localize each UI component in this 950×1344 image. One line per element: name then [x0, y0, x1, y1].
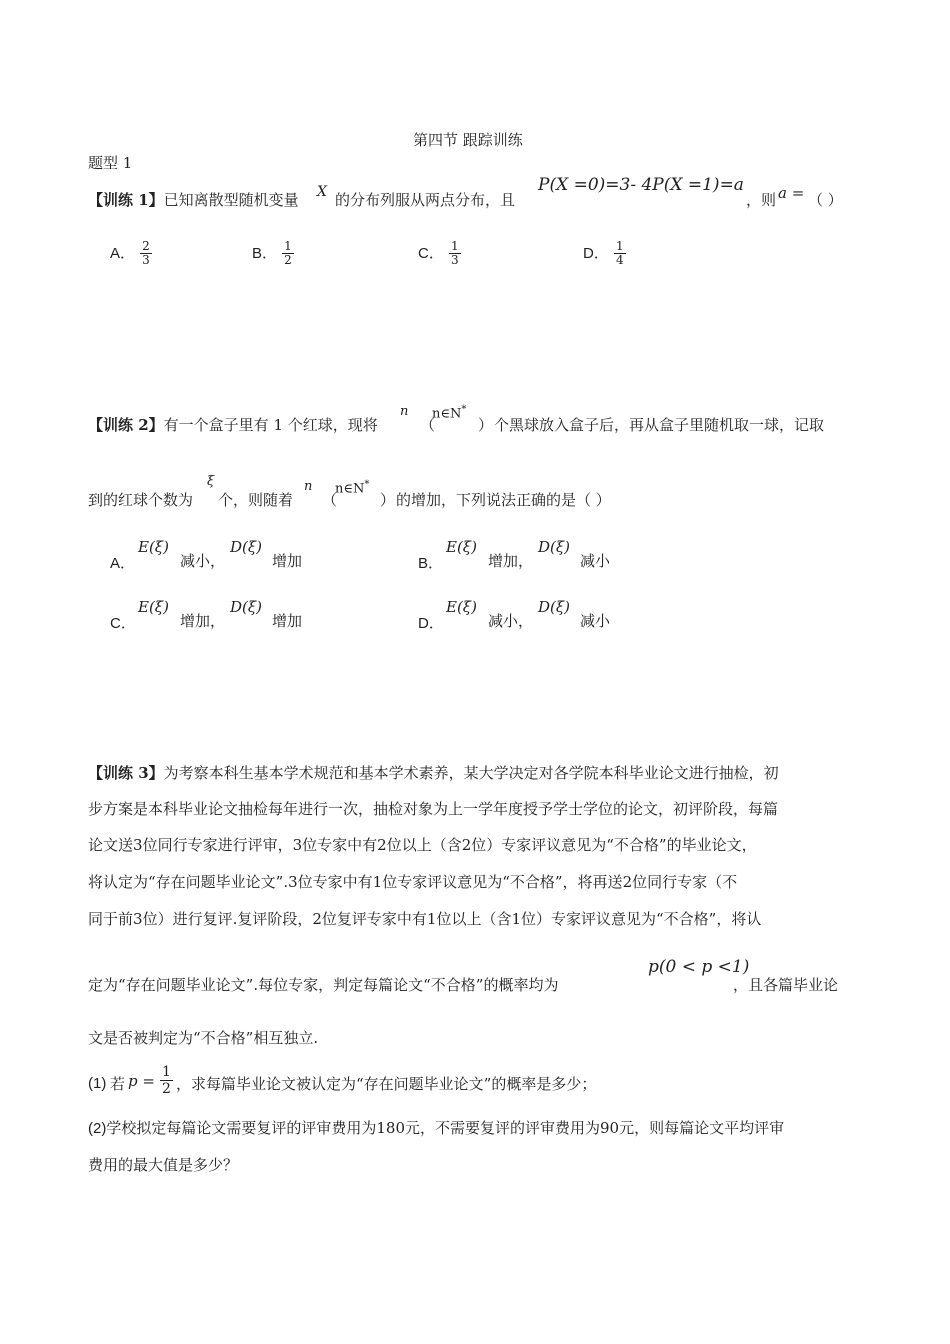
variance-expr: D(ξ): [230, 538, 262, 556]
fraction-numerator: 1: [162, 1064, 171, 1080]
question-2-stem: [88, 415, 378, 435]
expectation-expr: E(ξ): [446, 598, 477, 616]
expectation-expr: E(ξ): [446, 538, 477, 556]
q2-text-b: 个黑球放入盒子后，再从盒子里随机取一球，记取: [494, 416, 825, 434]
question-3-line-4: [88, 872, 737, 892]
question-3-tag: 【训练 3】: [88, 764, 164, 782]
q2-text-d: 个，则随着: [218, 491, 294, 509]
fraction-numerator: 2: [142, 239, 150, 253]
q2-cond-2-text: n∈N: [335, 481, 365, 497]
option-label: B．: [252, 245, 278, 262]
q3-text: ，求每篇毕业论文被认定为“存在问题毕业论文”的概率是多少；: [176, 1075, 597, 1093]
expectation-expr: E(ξ): [138, 538, 169, 556]
q2-cond-2: [335, 479, 369, 496]
variance-expr: D(ξ): [230, 598, 262, 616]
q3-p-condition: p(0 < p <1): [648, 957, 750, 977]
option-text: 增加，: [180, 612, 226, 630]
fraction-denominator: 3: [450, 253, 459, 267]
q2-n2: n: [304, 479, 313, 494]
q2-n1: n: [400, 404, 409, 419]
q3-num: 1: [426, 910, 437, 928]
fraction-denominator: 4: [615, 253, 624, 267]
question-3-line-2: 步方案是本科毕业论文抽检每年进行一次，抽检对象为上一学年度授予学士学位的论文，初评阶段，每篇: [88, 800, 779, 818]
fraction-denominator: 2: [284, 253, 292, 267]
option-text: 增加: [272, 552, 303, 570]
q2-paren-open-2: （: [322, 491, 338, 509]
option-text: 减小，: [180, 552, 226, 570]
section-label: 题型 1: [88, 154, 133, 172]
option-text: 减小: [580, 552, 611, 570]
page-title: 第四节 跟踪训练: [413, 131, 523, 149]
fraction-numerator: 1: [615, 239, 624, 253]
q3-num: 2: [377, 836, 387, 854]
q1-option-d[interactable]: [583, 240, 626, 267]
q3-text: 位复评专家中有: [321, 910, 427, 928]
subquestion-2-line-2: 费用的最大值是多少？: [88, 1156, 239, 1174]
q1-text-c: ，则: [746, 191, 777, 209]
subquestion-number: (1): [88, 1075, 107, 1092]
q3-text: 元，则每篇论文平均评审: [619, 1119, 785, 1137]
q3-text: 元，不需要复评的评审费用为: [405, 1119, 601, 1137]
q3-text: 论文送: [88, 836, 134, 854]
q1-option-b[interactable]: [252, 240, 294, 267]
question-3-line-1: [88, 763, 779, 783]
expectation-expr: E(ξ): [138, 598, 169, 616]
q3-p-fraction: [160, 1064, 173, 1097]
question-2-tag: 【训练 2】: [88, 416, 164, 434]
q3-num: 1: [511, 910, 522, 928]
q2-paren-open-1: （: [420, 416, 436, 434]
q3-value-180: 180: [376, 1119, 405, 1137]
option-label: C．: [418, 245, 444, 262]
question-3-line-5: [88, 909, 761, 929]
option-label: D．: [418, 615, 444, 632]
q2-cond-1-text: n∈N: [432, 406, 462, 422]
q2-star: *: [461, 404, 467, 415]
q3-text: 位）进行复评.复评阶段，: [142, 910, 313, 928]
q3-text: 位以上（含: [386, 836, 462, 854]
question-1-stem: [88, 190, 299, 210]
q3-num: 3: [292, 836, 303, 854]
q2-text-c: 到的红球个数为: [88, 491, 194, 509]
fraction-denominator: 2: [162, 1081, 171, 1097]
fraction-numerator: 1: [450, 239, 459, 253]
option-text: 减小，: [488, 612, 534, 630]
q2-cond-1: [432, 404, 466, 421]
q3-text: 同于前: [88, 910, 134, 928]
q3-text: 位同行专家（不: [632, 873, 738, 891]
q1-formula: P(X =0)=3- 4P(X =1)=a: [538, 175, 744, 195]
q3-num: 2: [622, 873, 633, 891]
option-label: D．: [583, 245, 609, 262]
option-text: 减小: [580, 612, 611, 630]
fraction-denominator: 3: [142, 253, 150, 267]
variance-expr: D(ξ): [538, 538, 570, 556]
subquestion-2: [88, 1118, 784, 1139]
variance-expr: D(ξ): [538, 598, 570, 616]
q2-paren-close-1: ）: [478, 416, 494, 434]
q2-star: *: [364, 479, 370, 490]
q3-num: 3: [133, 910, 143, 928]
q3-text: 位以上（含: [436, 910, 512, 928]
option-fraction: [282, 240, 294, 267]
q3-num: 3: [288, 873, 298, 891]
q1-var-x: X: [317, 184, 327, 200]
q3-text-l1: 为考察本科生基本学术规范和基本学术素养，某大学决定对各学院本科毕业论文进行抽检，初: [163, 764, 779, 782]
q3-text: 若: [110, 1075, 126, 1093]
q1-blank: （ ）: [808, 191, 843, 209]
q2-paren-close-2: ）: [380, 491, 396, 509]
option-label: A．: [110, 555, 136, 572]
option-fraction: [614, 240, 626, 267]
option-fraction: [140, 240, 152, 267]
q3-num: 2: [461, 836, 472, 854]
q3-text: 学校拟定每篇论文需要复评的评审费用为: [106, 1119, 377, 1137]
q3-text: 位专家中有: [297, 873, 373, 891]
q3-text: 位专家中有: [302, 836, 378, 854]
option-label: C．: [110, 615, 136, 632]
question-3-line-3: [88, 835, 757, 855]
option-text: 增加: [272, 612, 303, 630]
q3-text: 位）专家评议意见为“不合格”的毕业论文，: [471, 836, 757, 854]
q3-p-var: p =: [128, 1072, 155, 1090]
q2-xi: ξ: [207, 474, 215, 489]
q3-text: 位同行专家进行评审，: [142, 836, 293, 854]
option-label: A．: [110, 245, 136, 262]
q3-text: 位专家评议意见为“不合格”，将再送: [382, 873, 623, 891]
q3-value-90: 90: [600, 1119, 620, 1137]
option-fraction: [449, 240, 461, 267]
q3-num: 1: [372, 873, 383, 891]
q2-text-e: 的增加，下列说法正确的是（ ）: [396, 491, 611, 509]
q2-text-a: 有一个盒子里有 1 个红球，现将: [163, 416, 378, 434]
q1-var-a: a =: [778, 184, 805, 202]
q3-num: 3: [133, 836, 143, 854]
question-3-line-7: 文是否被判定为“不合格”相互独立.: [88, 1029, 319, 1047]
option-text: 增加，: [488, 552, 534, 570]
fraction-numerator: 1: [284, 239, 292, 253]
question-1-tag: 【训练 1】: [88, 191, 164, 209]
q1-text-b: 的分布列服从两点分布，且: [335, 191, 516, 209]
q1-text-a: 已知离散型随机变量: [163, 191, 299, 209]
q3-num: 2: [312, 910, 322, 928]
q3-text: 将认定为“存在问题毕业论文”.: [88, 873, 289, 891]
question-3-line-6b: ，且各篇毕业论: [733, 976, 839, 994]
subquestion-number: (2): [88, 1120, 107, 1137]
question-3-line-6a: 定为“存在问题毕业论文”.每位专家，判定每篇论文“不合格”的概率均为: [88, 976, 559, 994]
q1-option-c[interactable]: [418, 240, 461, 267]
option-label: B．: [418, 555, 444, 572]
q1-option-a[interactable]: [110, 240, 152, 267]
q3-text: 位）专家评议意见为“不合格”，将认: [521, 910, 762, 928]
